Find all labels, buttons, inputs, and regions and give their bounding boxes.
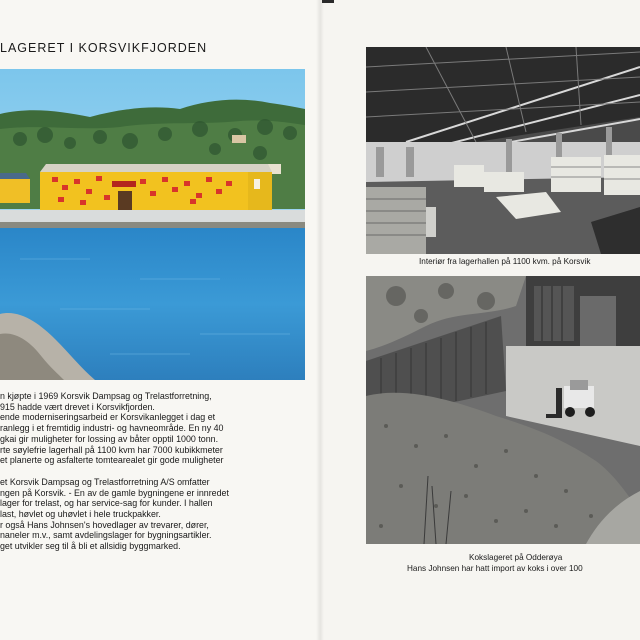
corner-mark	[322, 0, 334, 3]
page-gutter	[316, 0, 324, 640]
caption-coke-title: Kokslageret på Odderøya	[469, 553, 563, 562]
body-line: et planerte og asfalterte tomtearealet gir gode muligheter	[0, 455, 224, 466]
body-line: gkai gir muligheter for lossing av båter opptil 1000 tonn.	[0, 433, 219, 444]
body-line: lager for trelast, og har service-sag for kunder. I hallen	[0, 498, 213, 509]
body-line: naneler m.v., samt avdelingslager for bygningsartikler.	[0, 530, 212, 541]
body-line: r også Hans Johnsen's hovedlager av trevarer, dører,	[0, 519, 209, 530]
caption-coke-text: Hans Johnsen har hatt import av koks i over 100	[407, 564, 583, 573]
body-line: ende moderniseringsarbeid er Korsvikanlegget i dag et	[0, 412, 216, 423]
photo-warehouse-interior	[366, 47, 640, 254]
article-heading: LAGERET I KORSVIKFJORDEN	[0, 41, 208, 55]
article-body	[0, 391, 310, 552]
body-line: ranlegg i et fremtidig industri- og havneområde. En ny 40	[0, 423, 224, 434]
photo-coke-storage	[366, 276, 640, 544]
body-line: ngen på Korsvik. - En av de gamle bygningene er innredet	[0, 487, 229, 498]
body-line: get utvikler seg til å bli et allsidig byggmarked.	[0, 541, 181, 552]
paragraph-gap	[0, 466, 310, 477]
body-line: rte søylefrie lagerhall på 1100 kvm har 7000 kubikkmeter	[0, 444, 223, 455]
photo-warehouse-fjord	[0, 69, 305, 380]
body-line: last, høvlet og uhøvlet i hele truckpakker.	[0, 509, 161, 520]
body-line: et Korsvik Dampsag og Trelastforretning A/S omfatter	[0, 476, 210, 487]
body-line: n kjøpte i 1969 Korsvik Dampsag og Trelastforretning,	[0, 391, 212, 401]
body-line: 915 hadde vært drevet i Korsvikfjorden.	[0, 401, 155, 412]
caption-interior: Interiør fra lagerhallen på 1100 kvm. på Korsvik	[419, 257, 591, 266]
